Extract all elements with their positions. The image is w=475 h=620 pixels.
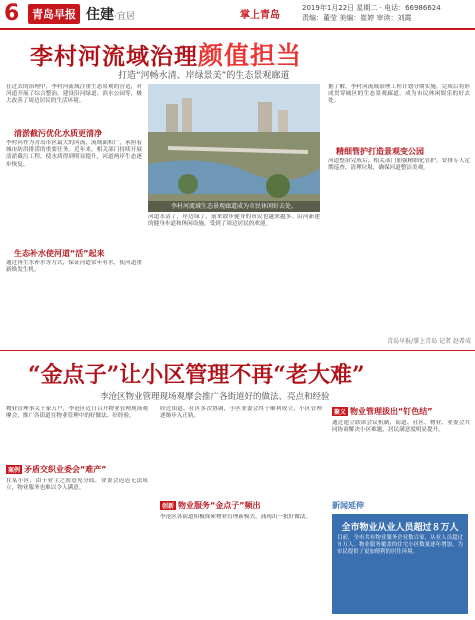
story2-col3b: 通过建立联席会议机制，街道、社区、物业、业委会共同协商解决小区难题，居民满意度明显提升。 xyxy=(332,420,470,434)
story1-col3: 据了解，李村河流域治理工程计划分期实施，完成后将形成贯穿城区的生态景观廊道，成为市民休闲娱乐的好去处。 xyxy=(328,84,470,105)
story1-col1b: 李村河作为青岛市区最大的河流，流域面积广，承担着城市防洪排涝的重要任务。近年来，相关部门持续开展清淤截污工程，使水质得到明显提升，河道两岸生态逐步恢复。 xyxy=(6,140,142,168)
newspaper-logo: 青岛早报 xyxy=(28,4,80,24)
header-meta: 2019年1月22日 星期二 · 电话：66986624 责编：董莹 美编：崔婷 审读：刘霞 xyxy=(302,4,441,22)
subheadline-1: 打造“河畅水清、岸绿景美”的生态景观廊道 xyxy=(118,71,290,81)
news-extension-label: 新闻延伸 xyxy=(332,501,364,510)
app-name: 掌上青岛 xyxy=(240,10,280,21)
story2-col2: 经过街道、社区多次协调，小区业委会终于顺利成立，小区管理逐渐步入正轨。 xyxy=(160,406,322,420)
story1-byline: 青岛早报/掌上青岛 记者 赵希成 xyxy=(387,338,471,345)
section-divider xyxy=(0,350,475,351)
section-title: 住建·宜居 xyxy=(86,7,135,23)
story2-subhead-a: 案例 矛盾交织业委会“难产” xyxy=(8,465,107,474)
story2-subhead-c: 聚义 物业管理拔出“钉色结” xyxy=(334,407,433,416)
story1-col1: 在过去的治理中，李村河流域注重生态景观的营造，对河道开展了综合整治，建设沿河绿道、滨水公园等，极大改善了周边居民的生活环境。 xyxy=(6,84,142,105)
story1-subhead-a: 清淤截污优化水质更清净 xyxy=(14,129,102,138)
photo-caption: 李村河流域生态景观廊道成为市民休闲好去处。 xyxy=(148,201,320,212)
page-header xyxy=(0,0,475,30)
story2-subhead-b: 创新 物业服务“金点子”频出 xyxy=(162,501,261,510)
story2-col3: 李沧区各街道积极探索物业管理新模式，涌现出一批好做法。 xyxy=(160,514,312,520)
story2-col1b: 在某小区，由于业主之间意见分歧，业委会迟迟无法成立，物业服务也难以令人满意。 xyxy=(6,478,148,492)
story1-col2: 河道水清了，岸边绿了，前来散步健身的市民也越来越多。沿河新建的健身步道和休闲设施，受到了周边居民的欢迎。 xyxy=(148,214,320,228)
info-box-body: 目前，全市共有物业服务企业数百家，从业人员超过８万人。物业服务覆盖的住宅小区数量逐年增加，为市民提供了更加便利的居住环境。 xyxy=(337,535,463,555)
story1-col3b: 河道整治完成后，相关部门加强精细化管护，安排专人定期巡查、清理垃圾，确保河道整洁美观。 xyxy=(328,158,470,172)
story1-subhead-b: 生态补水使河道“活”起来 xyxy=(14,249,105,258)
story1-col1c: 通过再生水补水等方式，保证河道常年有水，使河道重新焕发生机。 xyxy=(6,260,142,274)
headline-1: 李村河流域治理颜值担当 xyxy=(30,41,303,70)
story1-subhead-c: 精细管护打造景观变公园 xyxy=(336,147,424,156)
subheadline-2: 李沧区物业管理现场观摩会推广各街道好的做法、亮点和经验 xyxy=(100,392,330,402)
info-box-title: 全市物业从业人员超过８万人 xyxy=(341,523,459,533)
info-box xyxy=(332,514,468,614)
story2-col1: 物业管理事关千家万户，李沧区近日召开物业管理现场观摩会，推广各街道在物业管理中的好做法、好经验。 xyxy=(6,406,148,420)
headline-2: “金点子”让小区管理不再“老大难” xyxy=(28,362,365,388)
river-photo xyxy=(148,84,320,212)
page-number: 6 xyxy=(4,1,20,26)
